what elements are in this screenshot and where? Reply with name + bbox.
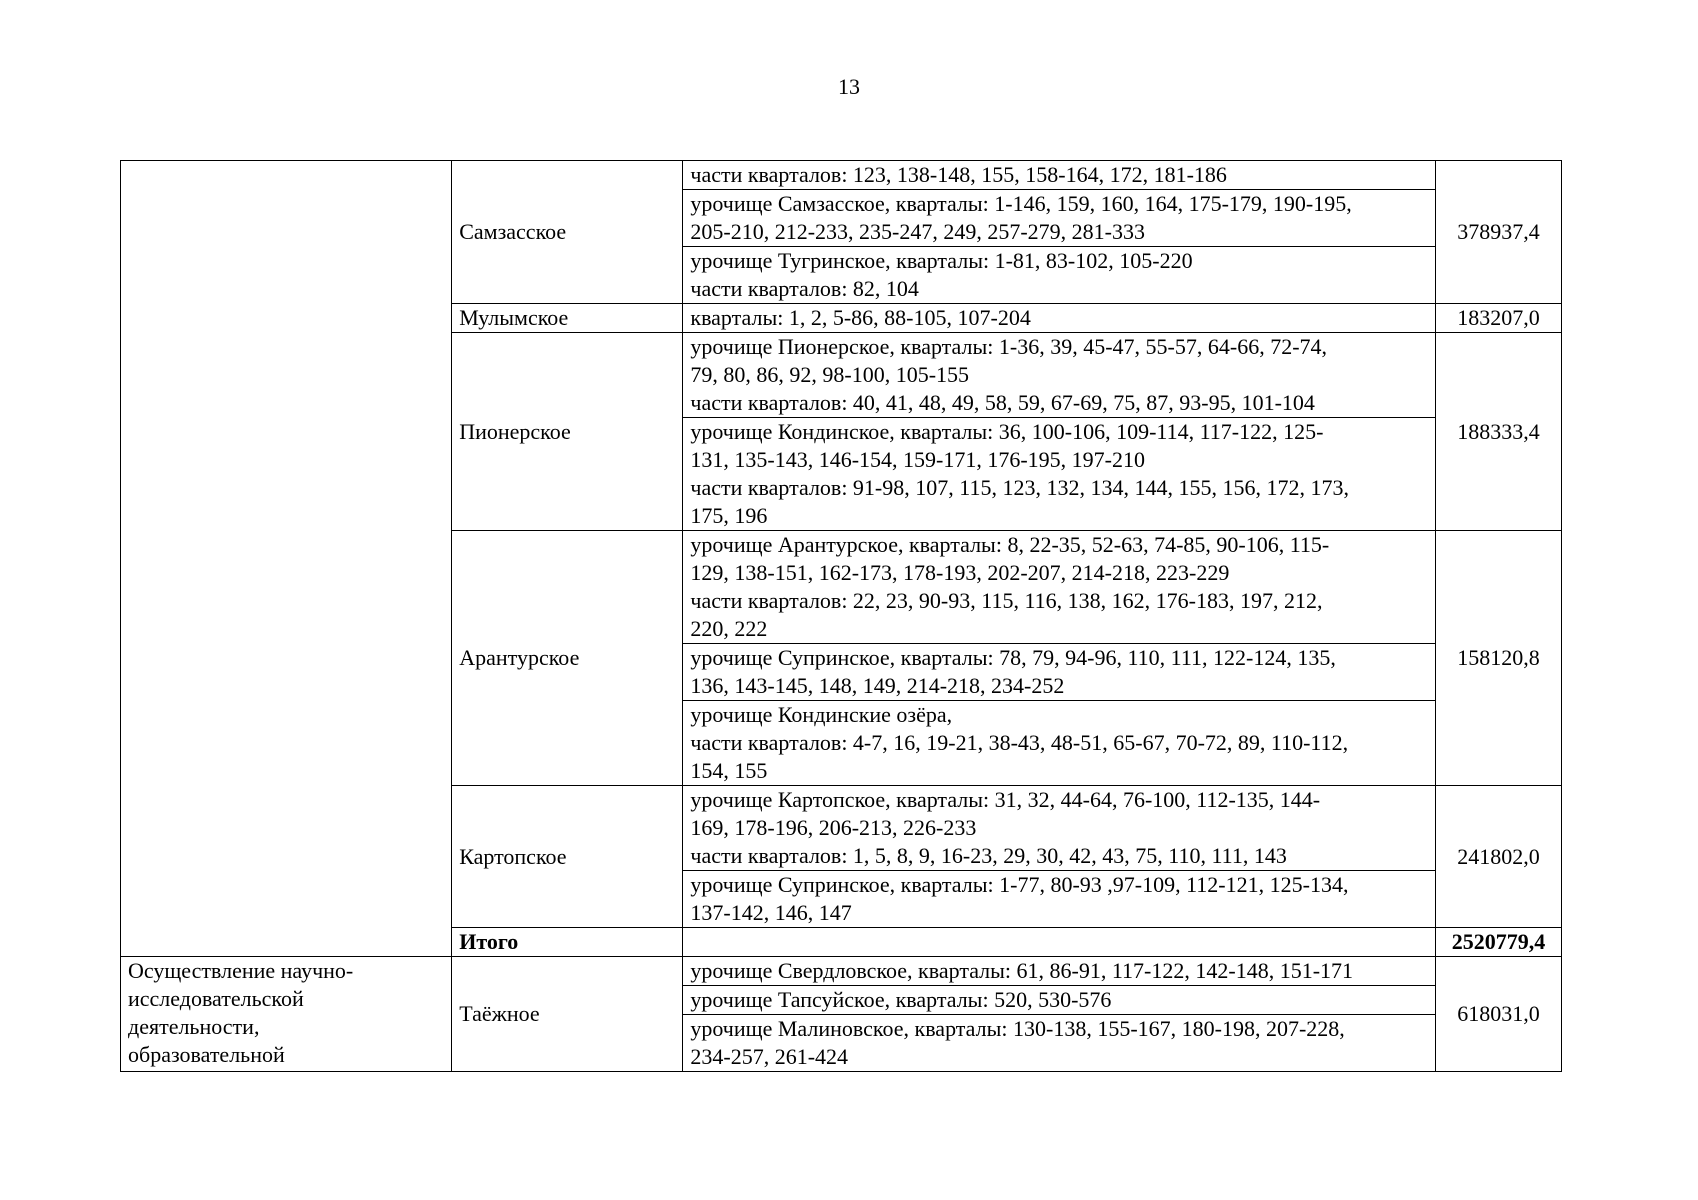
district-cell: Пионерское (452, 333, 683, 531)
quarters-cell (683, 418, 1436, 531)
text-line: части кварталов: 4-7, 16, 19-21, 38-43, 48-51, 65-67, 70-72, 89, 110-112, (690, 730, 1349, 755)
district-cell: Самзасское (452, 161, 683, 304)
text-line: исследовательской (128, 986, 304, 1011)
text-line: деятельности, (128, 1014, 260, 1039)
table-body (121, 161, 1562, 1072)
quarters-cell (683, 644, 1436, 701)
area-cell: 618031,0 (1435, 957, 1561, 1072)
total-empty (683, 928, 1436, 957)
text-line: урочище Свердловское, кварталы: 61, 86-91, 117-122, 142-148, 151-171 (690, 958, 1354, 983)
district-cell: Таёжное (452, 957, 683, 1072)
text-line: 169, 178-196, 206-213, 226-233 (690, 815, 977, 840)
text-line: части кварталов: 40, 41, 48, 49, 58, 59, 67-69, 75, 87, 93-95, 101-104 (690, 390, 1315, 415)
quarters-cell (683, 786, 1436, 871)
text-line: урочище Тугринское, кварталы: 1-81, 83-102, 105-220 (690, 248, 1193, 273)
text-line: части кварталов: 1, 5, 8, 9, 16-23, 29, 30, 42, 43, 75, 110, 111, 143 (690, 843, 1287, 868)
text-line: Осуществление научно- (128, 958, 354, 983)
purpose-cell-empty (121, 161, 452, 957)
text-line: урочище Картопское, кварталы: 31, 32, 44-64, 76-100, 112-135, 144- (690, 787, 1321, 812)
text-line: 131, 135-143, 146-154, 159-171, 176-195, 197-210 (690, 447, 1146, 472)
text-line: 220, 222 (690, 616, 768, 641)
text-line: 137-142, 146, 147 (690, 900, 852, 925)
text-line: кварталы: 1, 2, 5-86, 88-105, 107-204 (690, 305, 1031, 330)
quarters-cell (683, 1015, 1436, 1072)
text-line: 129, 138-151, 162-173, 178-193, 202-207, 214-218, 223-229 (690, 560, 1230, 585)
quarters-cell (683, 333, 1436, 418)
area-cell: 158120,8 (1435, 531, 1561, 786)
text-line: 234-257, 261-424 (690, 1044, 849, 1069)
table-row (121, 161, 1562, 190)
text-line: части кварталов: 22, 23, 90-93, 115, 116, 138, 162, 176-183, 197, 212, (690, 588, 1323, 613)
area-cell: 378937,4 (1435, 161, 1561, 304)
text-line: части кварталов: 82, 104 (690, 276, 919, 301)
quarters-cell (683, 701, 1436, 786)
text-line: 154, 155 (690, 758, 768, 783)
district-cell: Мулымское (452, 304, 683, 333)
text-line: урочище Кондинские озёра, (690, 702, 953, 727)
text-line: образовательной (128, 1042, 285, 1067)
total-label: Итого (452, 928, 683, 957)
area-cell: 188333,4 (1435, 333, 1561, 531)
page-number: 13 (838, 74, 860, 99)
quarters-cell (683, 247, 1436, 304)
text-line: 79, 80, 86, 92, 98-100, 105-155 (690, 362, 970, 387)
quarters-cell (683, 531, 1436, 644)
total-value: 2520779,4 (1435, 928, 1561, 957)
text-line: урочище Кондинское, кварталы: 36, 100-106, 109-114, 117-122, 125- (690, 419, 1324, 444)
table-row (121, 957, 1562, 986)
district-cell: Арантурское (452, 531, 683, 786)
area-cell: 183207,0 (1435, 304, 1561, 333)
text-line: 136, 143-145, 148, 149, 214-218, 234-252 (690, 673, 1065, 698)
text-line: части кварталов: 123, 138-148, 155, 158-164, 172, 181-186 (690, 162, 1227, 187)
area-cell: 241802,0 (1435, 786, 1561, 928)
district-cell: Картопское (452, 786, 683, 928)
quarters-cell (683, 190, 1436, 247)
text-line: урочище Супринское, кварталы: 1-77, 80-93 ,97-109, 112-121, 125-134, (690, 872, 1349, 897)
text-line: урочище Малиновское, кварталы: 130-138, 155-167, 180-198, 207-228, (690, 1016, 1345, 1041)
forest-quarters-table (120, 160, 1562, 1072)
quarters-cell (683, 161, 1436, 190)
quarters-cell (683, 986, 1436, 1015)
quarters-cell (683, 871, 1436, 928)
text-line: части кварталов: 91-98, 107, 115, 123, 132, 134, 144, 155, 156, 172, 173, (690, 475, 1349, 500)
text-line: 175, 196 (690, 503, 768, 528)
quarters-cell (683, 304, 1436, 333)
text-line: 205-210, 212-233, 235-247, 249, 257-279, 281-333 (690, 219, 1146, 244)
text-line: урочище Арантурское, кварталы: 8, 22-35, 52-63, 74-85, 90-106, 115- (690, 532, 1330, 557)
text-line: урочище Тапсуйское, кварталы: 520, 530-576 (690, 987, 1112, 1012)
purpose-cell (121, 957, 452, 1072)
quarters-cell (683, 957, 1436, 986)
text-line: урочище Самзасское, кварталы: 1-146, 159, 160, 164, 175-179, 190-195, (690, 191, 1352, 216)
text-line: урочище Супринское, кварталы: 78, 79, 94-96, 110, 111, 122-124, 135, (690, 645, 1336, 670)
text-line: урочище Пионерское, кварталы: 1-36, 39, 45-47, 55-57, 64-66, 72-74, (690, 334, 1328, 359)
